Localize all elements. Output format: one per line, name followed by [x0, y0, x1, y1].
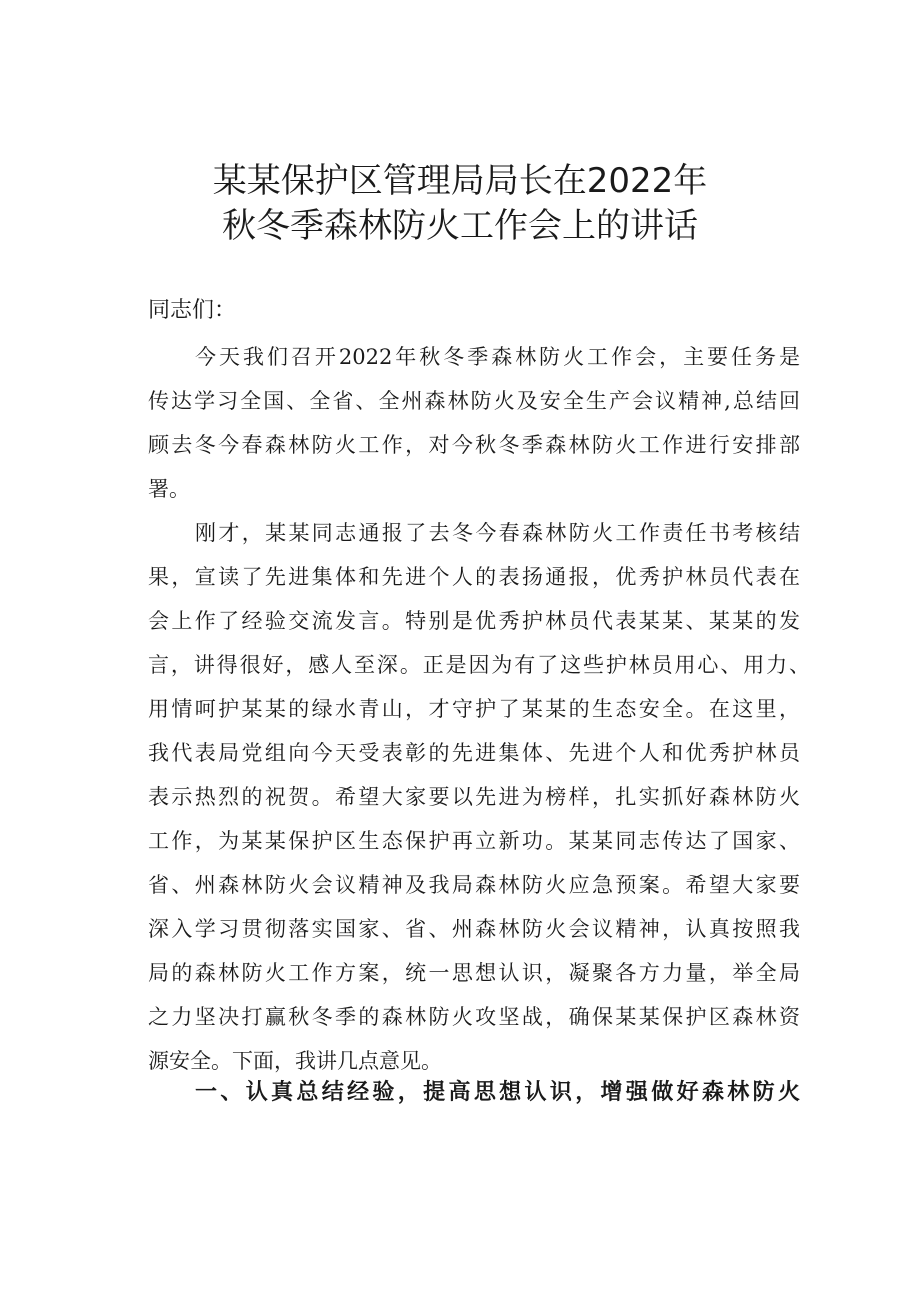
paragraph-2-line: 言，讲得很好，感人至深。正是因为有了这些护林员用心、用力、 — [148, 653, 810, 677]
paragraph-2-line: 果，宣读了先进集体和先进个人的表扬通报，优秀护林员代表在 — [148, 565, 800, 589]
paragraph-1-line: 署。 — [148, 477, 190, 501]
paragraph-2-line: 工作，为某某保护区生态保护再立新功。某某同志传达了国家、 — [148, 829, 800, 853]
document-title-line-1: 某某保护区管理局局长在2022年 — [212, 161, 708, 201]
paragraph-2-line: 深入学习贯彻落实国家、省、州森林防火会议精神，认真按照我 — [148, 917, 800, 941]
paragraph-2-line: 会上作了经验交流发言。特别是优秀护林员代表某某、某某的发 — [148, 609, 800, 633]
document-title-line-2: 秋冬季森林防火工作会上的讲话 — [222, 206, 698, 246]
paragraph-2-line: 源安全。下面，我讲几点意见。 — [148, 1049, 442, 1073]
paragraph-2-line: 局的森林防火工作方案，统一思想认识，凝聚各方力量，举全局 — [148, 961, 800, 985]
paragraph-2-line: 表示热烈的祝贺。希望大家要以先进为榜样，扎实抓好森林防火 — [148, 785, 800, 809]
salutation: 同志们： — [148, 298, 237, 323]
paragraph-2-line: 用情呵护某某的绿水青山，才守护了某某的生态安全。在这里， — [148, 697, 800, 721]
section-heading: 一、认真总结经验，提高思想认识，增强做好森林防火 — [195, 1080, 800, 1105]
paragraph-1-line: 今天我们召开2022年秋冬季森林防火工作会，主要任务是 — [195, 345, 800, 369]
paragraph-1-line: 顾去冬今春森林防火工作，对今秋冬季森林防火工作进行安排部 — [148, 433, 800, 457]
paragraph-2-line: 我代表局党组向今天受表彰的先进集体、先进个人和优秀护林员 — [148, 741, 800, 765]
paragraph-2-line: 省、州森林防火会议精神及我局森林防火应急预案。希望大家要 — [148, 873, 800, 897]
paragraph-1-line: 传达学习全国、全省、全州森林防火及安全生产会议精神,总结回 — [148, 389, 800, 413]
paragraph-2-line: 之力坚决打赢秋冬季的森林防火攻坚战，确保某某保护区森林资 — [148, 1005, 800, 1029]
paragraph-2-line: 刚才，某某同志通报了去冬今春森林防火工作责任书考核结 — [195, 521, 800, 545]
